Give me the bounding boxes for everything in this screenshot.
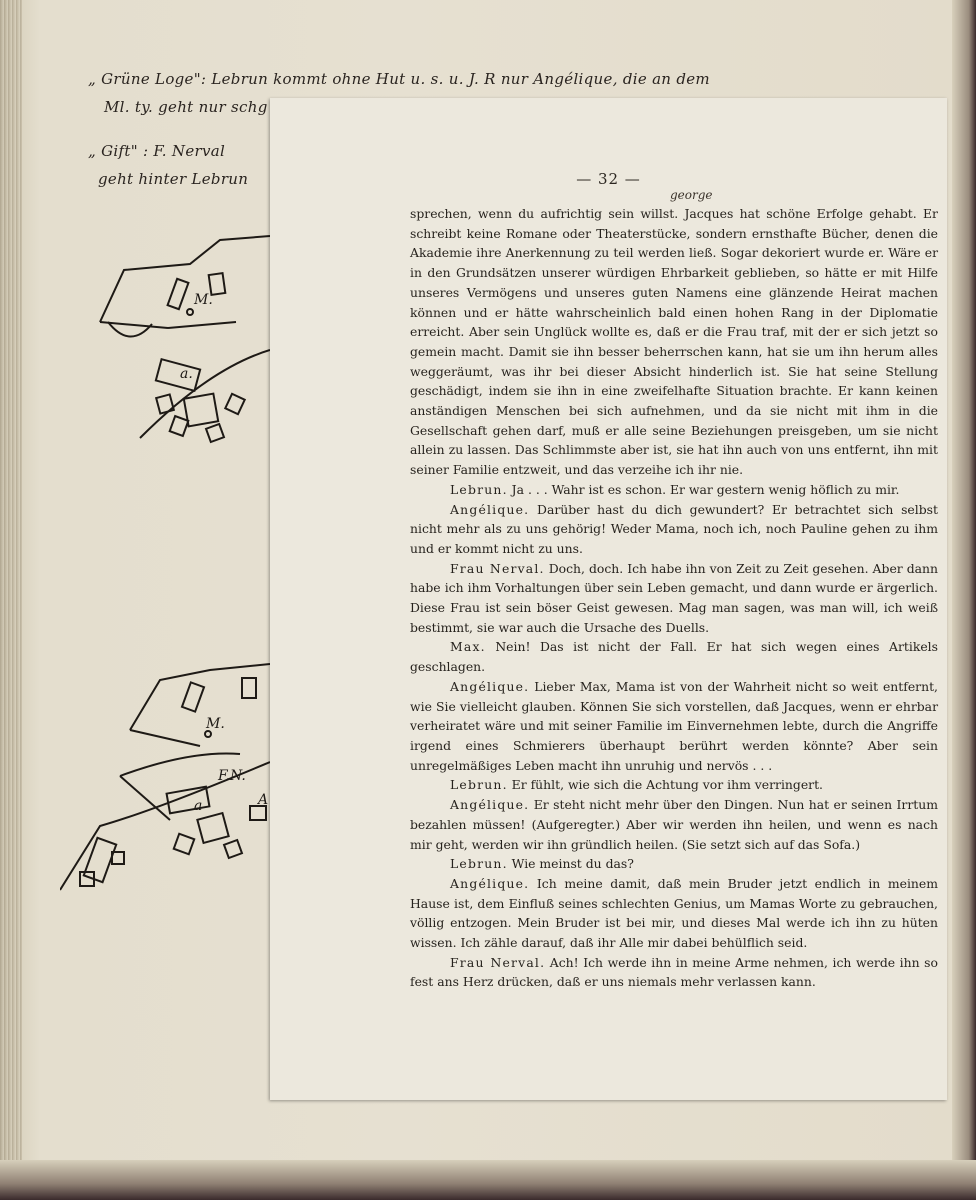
- paragraph: [410, 795, 938, 854]
- speaker-name: Lebrun.: [450, 481, 508, 497]
- printed-page-sheet: [270, 98, 947, 1100]
- paragraph: [410, 637, 938, 676]
- speaker-name: Angélique.: [450, 501, 530, 517]
- handwritten-line-1: „ Grüne Loge": Lebrun kommt ohne Hut u. s. u. J. R nur Angélique, die an dem: [88, 70, 710, 88]
- stage-sketch-top: [60, 200, 270, 460]
- speaker-name: Frau Nerval.: [450, 954, 546, 970]
- paragraph: [410, 559, 938, 638]
- handwritten-line-3: „ Gift" : F. Nerval: [88, 142, 226, 160]
- speaker-name: Frau Nerval.: [450, 560, 545, 576]
- speaker-name: Lebrun.: [450, 777, 508, 793]
- paragraph: [410, 854, 938, 874]
- handwritten-line-4: geht hinter Lebrun: [98, 170, 249, 188]
- speaker-name: Lebrun.: [450, 856, 508, 872]
- paragraph-text: Ach! Ich werde ihn in meine Arme nehmen, ich werde ihn so fest ans Herz drücken, daß er uns niemals mehr verlassen kann.: [410, 954, 938, 990]
- insertion-george: george: [670, 188, 713, 202]
- speaker-name: Angélique.: [450, 797, 530, 813]
- paragraph: [410, 677, 938, 776]
- paragraph-text: Doch, doch. Ich habe ihn von Zeit zu Zeit gesehen. Aber dann habe ich ihm Vorhaltungen über sein Leben gemacht, und dann wurde er ärgerlich. Diese Frau ist sein böser Geist gewesen. Mag man sagen, was man will, ich weiß bestimmt, sie war auch die Ursache des Duells.: [410, 560, 938, 635]
- paragraph-text: sprechen, wenn du aufrichtig sein willst. Jacques hat schöne Erfolge gehabt. Er schreibt keine Romane oder Theaterstücke, sondern ernsthafte Bücher, denen die Akademie ihre Anerkennung zu teil werden ließ. Sogar dekoriert wurde er. Wäre er in den Grundsätzen unserer würdigen Ehrbarkeit geblieben, so hätte er mit Hilfe unseres Vermögens und unseres guten Namens eine glänzende Heirat machen können und er hätte wahrscheinlich bald einen hohen Rang in der Diplomatie erreicht. Aber sein Unglück wollte es, daß er die Frau traf, mit der er sich jetzt so gemein macht. Damit sie ihn besser beherrschen kann, hat sie um ihn herum alles weggeräumt, was ihr bei dieser Absicht hinderlich ist. Sie hat seine Stellung geschädigt, indem sie ihn in eine zweifelhafte Situation brachte. Er kann keinen anständigen Menschen bei sich aufnehmen, und da sie nicht mit ihm in die Gesellschaft gehen darf, muß er alle seine Beziehungen preisgeben, um sie nicht allein zu lassen. Das Schlimmste aber ist, sie hat ihn auch von uns entfernt, ihn mit seiner Familie entzweit, und das verzeihe ich ihr nie.: [410, 206, 938, 478]
- speaker-name: Max.: [450, 639, 486, 655]
- paragraph: [410, 480, 938, 500]
- paragraph: [410, 775, 938, 795]
- page-number: — 32 —: [576, 170, 641, 188]
- sketch-label-fn: F.N.: [218, 768, 246, 784]
- paragraph-text: Er steht nicht mehr über den Dingen. Nun hat er seinen Irrtum bezahlen müssen! (Aufgeregter.) Aber wir werden ihn heilen, und wenn es nach mir geht, werden wir ihn gründlich heilen. (Sie setzt sich auf das Sofa.): [410, 797, 938, 852]
- sketch-label-a-bottom: a: [194, 798, 203, 814]
- paragraph-text: Er fühlt, wie sich die Achtung vor ihm verringert.: [511, 777, 823, 793]
- dialogue-text: [410, 204, 938, 992]
- paragraph-text: Ich meine damit, daß mein Bruder jetzt endlich in meinem Hause ist, dem Einfluß seines schlechten Genius, um Mamas Worte zu gebrauchen, völlig entzogen. Mein Bruder ist bei mir, und dieses Mal werde ich ihn zu hüten wissen. Ich zähle darauf, daß ihr Alle mir dabei behülflich seid.: [410, 875, 938, 951]
- handwritten-line-2: Ml. ty. geht nur schg: [104, 98, 268, 116]
- sketch-label-m-bottom: M.: [206, 716, 225, 732]
- paragraph-text: Darüber hast du dich gewundert? Er betrachtet sich selbst nicht mehr als zu uns gehörig! Weder Mama, noch ich, noch Pauline gehen zu ihm und er kommt nicht zu uns.: [410, 501, 938, 556]
- sketch-label-a-right: A: [258, 792, 269, 808]
- speaker-name: Angélique.: [450, 875, 530, 891]
- sketch-label-m-top: M.: [194, 292, 213, 308]
- sketch-label-a-top: a.: [180, 366, 193, 382]
- paragraph: [410, 500, 938, 559]
- paragraph-text: Nein! Das ist nicht der Fall. Er hat sich wegen eines Artikels geschlagen.: [410, 639, 938, 675]
- paragraph-text: Wie meinst du das?: [511, 856, 634, 872]
- paragraph: [410, 874, 938, 953]
- paragraph-text: Lieber Max, Mama ist von der Wahrheit nicht so weit entfernt, wie Sie vielleicht glauben. Können Sie sich vorstellen, daß Jacques, wenn er ehrbar verheiratet wäre und mit seiner Familie im Einvernehmen lebte, durch die Angriffe irgend eines Schmierers überhaupt berührt werden könnte? Aber sein unregelmäßiges Leben macht ihn unruhig und nervös . . .: [410, 678, 938, 773]
- speaker-name: Angélique.: [450, 678, 530, 694]
- paragraph-text: Ja . . . Wahr ist es schon. Er war gestern wenig höflich zu mir.: [511, 481, 900, 497]
- paragraph: [410, 204, 938, 480]
- page-edge-right: [952, 0, 976, 1200]
- paragraph: [410, 953, 938, 992]
- book-binding: [0, 0, 22, 1200]
- page-edge-bottom: [0, 1160, 976, 1200]
